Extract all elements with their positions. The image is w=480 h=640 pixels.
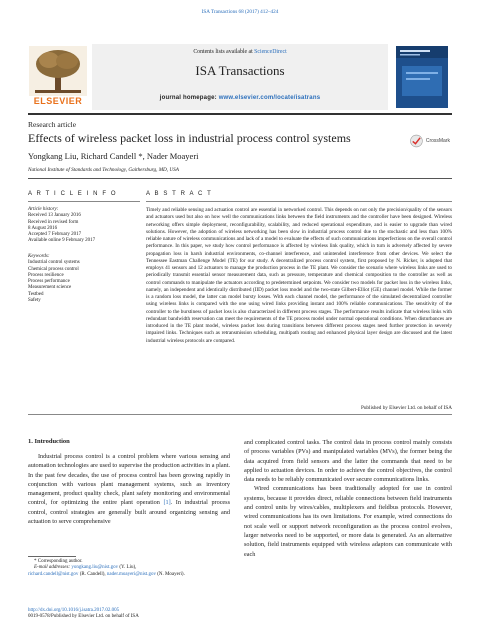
affiliation: National Institute of Standards and Technology, Gaithersburg, MD, USA — [28, 167, 179, 173]
keywords-label: Keywords: — [28, 254, 50, 259]
email-name-candell: (R. Candell), — [78, 571, 107, 577]
homepage-link[interactable]: www.elsevier.com/locate/isatrans — [218, 95, 321, 101]
intro-text-1: Industrial process control is a control problem where various sensing and automation technologies are used to supervise the production activities in a plant. In the past few decades, the use of process control has been growing rapidly in conjunction with various plant management systems, such as inventory management, product quality check, plant safety monitoring and environmental control, for optimizing the entire plant operation — [28, 453, 230, 507]
citation-link[interactable]: [1] — [163, 499, 171, 507]
contents-prefix: Contents lists available at — [193, 49, 255, 55]
footnote-rule — [28, 556, 76, 557]
email-link-liu[interactable]: yongkang.liu@nist.gov — [71, 565, 119, 571]
body-column-right — [244, 438, 452, 559]
abstract-rule — [146, 201, 452, 202]
history-item: Accepted 7 February 2017 — [28, 232, 82, 238]
crossmark-badge[interactable] — [410, 133, 450, 149]
journal-reference[interactable]: ISA Transactions 68 (2017) 412–424 — [201, 9, 279, 15]
doi-block — [28, 608, 248, 621]
article-history — [28, 207, 140, 245]
keyword-item: Process resilience — [28, 272, 64, 278]
email-name-liu: (Y. Liu), — [118, 565, 137, 571]
crossmark-icon — [410, 134, 423, 148]
email-line-2 — [28, 572, 238, 578]
keyword-item: Process performance — [28, 279, 70, 285]
history-item: Received in revised form — [28, 219, 79, 225]
keyword-item: Industrial control systems — [28, 260, 80, 266]
section-heading-introduction: 1. Introduction — [28, 438, 70, 445]
abstract-text: Timely and reliable sensing and actuation control are essential in networked control. This depends on not only the precision/quality of the sensors and actuators used but also on how well the communications links between the field instruments and the controller have been designed. Wireless networking offers simple deployment, reconfigurability, scalability, and reduced operational expenditure, and is easier to upgrade than wired solutions. However, the adoption of wireless networking has been slow in industrial process control due to the stochastic and less than 100% reliable nature of wireless communications and lack of a model to evaluate the effects of such communications imperfections on the overall control performance. In this paper, we study how control performance is affected by wireless link quality, which in turn is adversely affected by severe propagation loss in harsh industrial environments, co-channel interference, and unintended interference from other devices. We select the Tennessee Eastman Challenge Model (TE) for our study. A decentralized process control system, first proposed by N. Ricker, is adopted that employs 41 sensors and 12 actuators to manage the production process in the TE plant. We consider the scenario where wireless links are used to periodically transmit essential sensor measurement data, such as pressure, temperature and chemical composition to the controller as well as control commands to manipulate the actuators according to predetermined setpoints. We consider two models for packet loss in the wireless links, namely, an independent and identically distributed (IID) packet loss model and the two-state Gilbert-Elliot (GE) channel model. While the former is a random loss model, the latter can model bursty losses. With each channel model, the performance of the simulated decentralized controller using wireless links is compared with the one using wired links providing instant and 100% reliable communications. The sensitivity of the controller to the burstiness of packet loss is also characterized in different process stages. The performance results indicate that wireless links with redundant bandwidth reservation can meet the requirements of the TE process model under normal operational conditions. When disturbances are introduced in the TE plant model, wireless packet loss during transitions between different process stages need further protection in severely impaired links. Techniques such as retransmission scheduling, multipath routing and enhanced physical layer design are discussed and the latest industrial wireless protocols are compared. — [146, 207, 452, 344]
keyword-item: Chemical process control — [28, 266, 79, 272]
email-label: E-mail addresses: — [34, 565, 72, 571]
abstract-bottom-rule — [28, 414, 452, 415]
keyword-item: Safety — [28, 298, 41, 304]
corresponding-author-note: * Corresponding author. — [34, 559, 83, 564]
keyword-item: Testbed — [28, 291, 44, 297]
footnote — [28, 559, 238, 578]
body-paragraph: and complicated control tasks. The control data in process control mainly consists of process variables (PVs) and manipulated variables (MVs), the former being the data acquired from field sensors and the latter the commands that need to be applied to actuation devices. In order to achieve the control objectives, the control data needs to be reliably communicated over secure communications links. — [244, 439, 452, 484]
body-column-left — [28, 452, 230, 526]
history-item: Received 13 January 2016 — [28, 213, 81, 219]
author-list: Yongkang Liu, Richard Candell *, Nader Moayeri — [28, 151, 199, 161]
email-link-candell[interactable]: richard.candell@nist.gov — [28, 571, 79, 577]
copyright-line: 0019-0578/Published by Elsevier Ltd. on behalf of ISA — [28, 614, 139, 620]
history-label: Article history: — [28, 207, 59, 212]
doi-link[interactable]: http://dx.doi.org/10.1016/j.isatra.2017.02.005 — [28, 608, 120, 613]
keywords — [28, 254, 140, 304]
intro-text-2: . In industrial process control, control strategies are generally built around organizing sensing and actuation to serve comprehensive — [28, 499, 230, 526]
sciencedirect-link[interactable]: ScienceDirect — [254, 49, 287, 55]
elsevier-wordmark: ELSEVIER — [33, 96, 83, 106]
email-link-moayeri[interactable]: nader.moayeri@nist.gov — [106, 571, 156, 577]
history-item: Available online 9 February 2017 — [28, 238, 96, 244]
body-paragraph: Wired communications has been traditionally adopted for use in control systems, because it provides direct, reliable connections between field instruments and control units by wires/cables, multiplexers and fieldbus protocols. However, wired communications has its own limitations. For example, wired connections do not scale well or support network reconfiguration as the process control evolves, larger networks need to be supported, or more data is generated. As an alternative solution, field instruments equipped with wireless adaptors can communicate with each — [244, 485, 452, 558]
journal-title: ISA Transactions — [195, 63, 285, 78]
header-rule — [28, 178, 452, 179]
crossmark-label: CrossMark — [425, 138, 450, 144]
journal-homepage — [92, 95, 388, 101]
article-title: Effects of wireless packet loss in industrial process control systems — [28, 131, 351, 145]
homepage-prefix: journal homepage: — [159, 95, 219, 101]
history-list — [28, 213, 140, 244]
masthead-rule — [28, 113, 452, 115]
contents-line — [92, 49, 388, 55]
email-name-moayeri: (N. Moayeri). — [155, 571, 185, 577]
article-type: Research article — [28, 120, 77, 129]
abstract-heading: A B S T R A C T — [146, 191, 213, 197]
history-item: 8 August 2016 — [28, 225, 58, 231]
journal-cover-thumbnail[interactable] — [396, 46, 448, 108]
article-info-heading: A R T I C L E I N F O — [28, 191, 118, 197]
article-info-rule — [28, 201, 140, 202]
keyword-item: Measurement science — [28, 285, 72, 291]
abstract-credit: Published by Elsevier Ltd. on behalf of ISA — [360, 405, 452, 411]
keywords-list — [28, 260, 140, 304]
